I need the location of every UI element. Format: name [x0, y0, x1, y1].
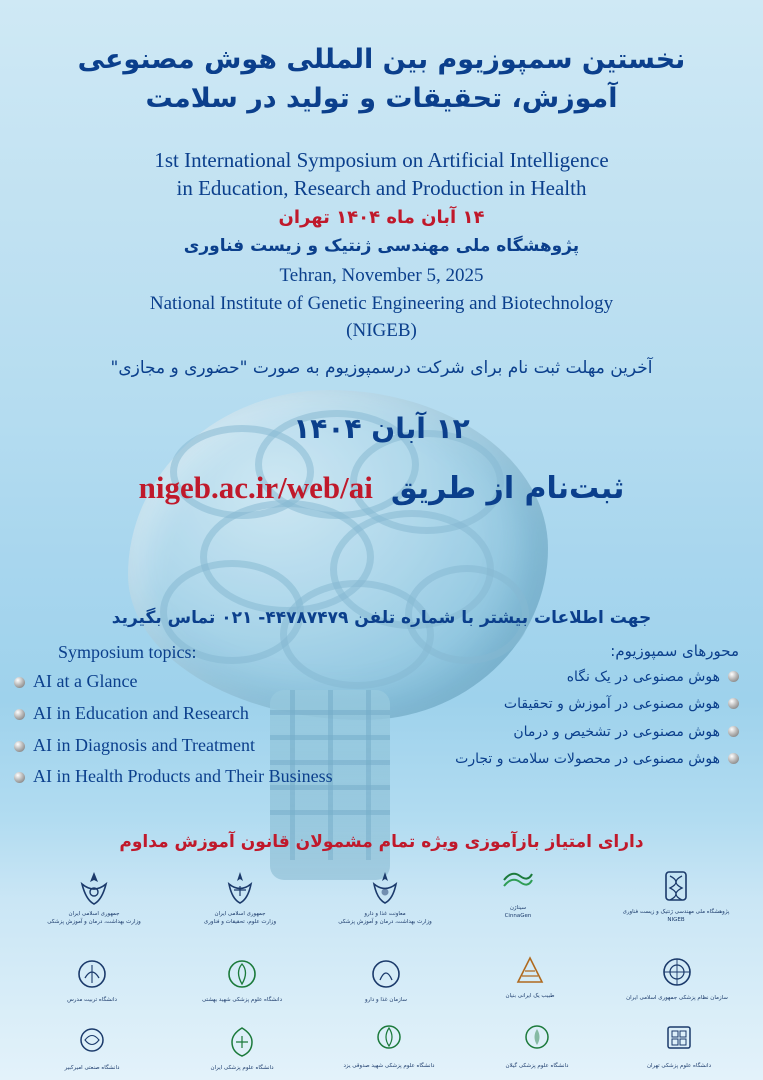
sponsor-caption-line-1: جمهوری اسلامی ایران	[214, 911, 266, 917]
sponsor-logo	[40, 868, 148, 927]
bullet-icon	[728, 726, 739, 737]
sponsor-caption-line-1: دانشگاه تربیت مدرس	[67, 997, 117, 1003]
bullet-icon	[14, 677, 25, 688]
topic-label-en: AI in Health Products and Their Business	[33, 766, 333, 787]
topic-item-en	[14, 672, 414, 692]
event-venue-en	[0, 262, 763, 345]
topic-item-fa	[399, 752, 739, 767]
topic-label-en: AI in Diagnosis and Treatment	[33, 734, 255, 755]
sponsor-logo	[615, 866, 737, 925]
sponsor-caption-line-1: سیناژن	[509, 905, 527, 911]
contact-phone-note: جهت اطلاعات بیشتر با شماره تلفن ۴۴۷۸۷۴۷۹- ۰۲۱ تماس بگیرید	[111, 608, 652, 628]
registration-deadline-note: آخرین مهلت ثبت نام برای شرکت درسمپوزیوم به صورت "حضوری و مجازی"	[110, 358, 653, 378]
sponsor-caption-line-1: دانشگاه علوم پزشکی گیلان	[505, 1063, 569, 1069]
shahid-sadoughi-university-logo-icon	[369, 1020, 409, 1060]
registration-deadline-date: ۱۲ آبان ۱۴۰۴	[293, 412, 470, 445]
sponsor-caption-line-2: وزارت علوم، تحقیقات و فناوری	[203, 919, 277, 926]
title-fa-line-2: آموزش، تحقیقات و تولید در سلامت	[145, 83, 618, 115]
sponsor-logo	[326, 1020, 452, 1070]
title-en-line-1: 1st International Symposium on Artificial Intelligence	[154, 148, 609, 172]
tarbiat-modares-university-logo-icon	[72, 954, 112, 994]
bullet-icon	[14, 709, 25, 720]
topic-label-en: AI in Education and Research	[33, 702, 249, 723]
venue-en-line-1: Tehran, November 5, 2025	[279, 265, 484, 286]
venue-en-line-2: National Institute of Genetic Engineering and Biotechnology	[149, 292, 614, 314]
sponsor-logo	[620, 1020, 738, 1070]
sponsor-logo	[618, 952, 736, 1002]
registration-url-link[interactable]: nigeb.ac.ir/web/ai	[138, 470, 373, 505]
sponsor-logo	[186, 954, 298, 1004]
topic-item-en	[14, 767, 414, 787]
sponsor-caption-line-1: دانشگاه صنعتی امیرکبیر	[64, 1065, 120, 1071]
sponsor-logo	[330, 954, 442, 1004]
ministry-of-science-emblem-icon	[220, 868, 260, 908]
sponsor-caption-line-1: دانشگاه علوم پزشکی شهید بهشتی	[201, 997, 283, 1003]
bullet-icon	[728, 671, 739, 682]
food-and-drug-emblem-icon	[365, 868, 405, 908]
topics-list-fa	[399, 642, 739, 780]
sponsor-logo	[186, 1022, 298, 1072]
pyramid-logo-icon	[510, 950, 550, 990]
page-title-en	[0, 146, 763, 203]
bullet-icon	[728, 753, 739, 764]
guilan-medical-university-logo-icon	[517, 1020, 557, 1060]
sponsor-caption-line-1: پژوهشگاه ملی مهندسی ژنتیک و زیست فناوری	[622, 909, 730, 915]
topic-label-en: AI at a Glance	[33, 671, 138, 691]
title-en-line-2: in Education, Research and Production in Health	[176, 176, 587, 201]
sponsor-logo	[36, 1022, 148, 1072]
title-fa-line-1: نخستین سمپوزیوم بین المللی هوش مصنوعی	[77, 44, 686, 75]
topic-item-en	[14, 704, 414, 724]
medical-council-logo-icon	[657, 952, 697, 992]
topic-label-fa: هوش مصنوعی در تشخیص و درمان	[513, 723, 720, 740]
bullet-icon	[14, 741, 25, 752]
cme-credit-note: دارای امتیاز بازآموزی ویژه تمام مشمولان قانون آموزش مداوم	[119, 832, 644, 852]
page-title-fa	[0, 40, 763, 118]
topics-list-en	[14, 642, 414, 799]
sponsor-caption-line-1: دانشگاه علوم پزشکی ایران	[210, 1065, 274, 1071]
nigeb-logo-icon	[656, 866, 696, 906]
topic-label-fa: هوش مصنوعی در یک نگاه	[566, 669, 720, 685]
topic-item-en	[14, 736, 414, 756]
topics-heading-fa: محورهای سمپوزیوم:	[610, 642, 739, 660]
topic-label-fa: هوش مصنوعی در محصولات سلامت و تجارت	[455, 751, 720, 768]
sponsor-logo	[478, 950, 582, 1000]
sponsor-caption-line-1: دانشگاه علوم پزشکی شهید صدوقی یزد	[343, 1063, 435, 1069]
event-date-fa: ۱۴ آبان ماه ۱۴۰۴ تهران	[278, 207, 485, 228]
sponsor-logo	[330, 868, 440, 927]
sponsor-logo	[478, 1020, 596, 1070]
tehran-medical-university-logo-icon	[659, 1020, 699, 1060]
topic-item-fa	[399, 697, 739, 712]
bullet-icon	[14, 772, 25, 783]
sponsor-caption-line-2: CinnaGen	[504, 913, 532, 920]
registration-row	[0, 470, 763, 506]
sponsor-caption-line-2: وزارت بهداشت، درمان و آموزش پزشکی	[47, 919, 141, 926]
topic-label-fa: هوش مصنوعی در آموزش و تحقیقات	[503, 696, 720, 713]
topic-item-fa	[399, 670, 739, 685]
sponsor-logo	[186, 868, 294, 927]
shahid-beheshti-medical-university-logo-icon	[222, 954, 262, 994]
registration-label: ثبت‌نام از طریق	[390, 470, 625, 506]
sponsor-caption-line-1: دانشگاه علوم پزشکی تهران	[646, 1063, 712, 1069]
sponsor-logos-strip	[0, 862, 763, 1080]
sponsor-logo	[36, 954, 148, 1004]
bullet-icon	[728, 698, 739, 709]
ministry-of-health-emblem-icon	[74, 868, 114, 908]
topics-heading-en: Symposium topics:	[58, 642, 197, 662]
sponsor-logo	[470, 862, 566, 921]
sponsor-caption-line-2: NIGEB	[667, 917, 685, 924]
event-venue-fa: پژوهشگاه ملی مهندسی ژنتیک و زیست فناوری	[183, 236, 580, 256]
sponsor-caption-line-1: طبیب یک ایرانی بنیان	[505, 993, 555, 999]
sponsor-caption-line-1: جمهوری اسلامی ایران	[68, 911, 120, 917]
iran-medical-university-logo-icon	[222, 1022, 262, 1062]
sponsor-caption-line-1: سازمان غذا و دارو	[364, 997, 408, 1003]
venue-en-line-3: (NIGEB)	[346, 320, 417, 342]
sponsor-caption-line-1: سازمان نظام پزشکی جمهوری اسلامی ایران	[626, 995, 728, 1001]
sponsor-caption-line-2: وزارت بهداشت، درمان و آموزش پزشکی	[338, 919, 432, 926]
topic-item-fa	[399, 725, 739, 740]
food-and-drug-organization-logo-icon	[366, 954, 406, 994]
sponsor-caption-line-1: معاونت غذا و دارو	[364, 911, 406, 917]
amirkabir-university-logo-icon	[72, 1022, 112, 1062]
cinnagen-logo-icon	[498, 862, 538, 902]
